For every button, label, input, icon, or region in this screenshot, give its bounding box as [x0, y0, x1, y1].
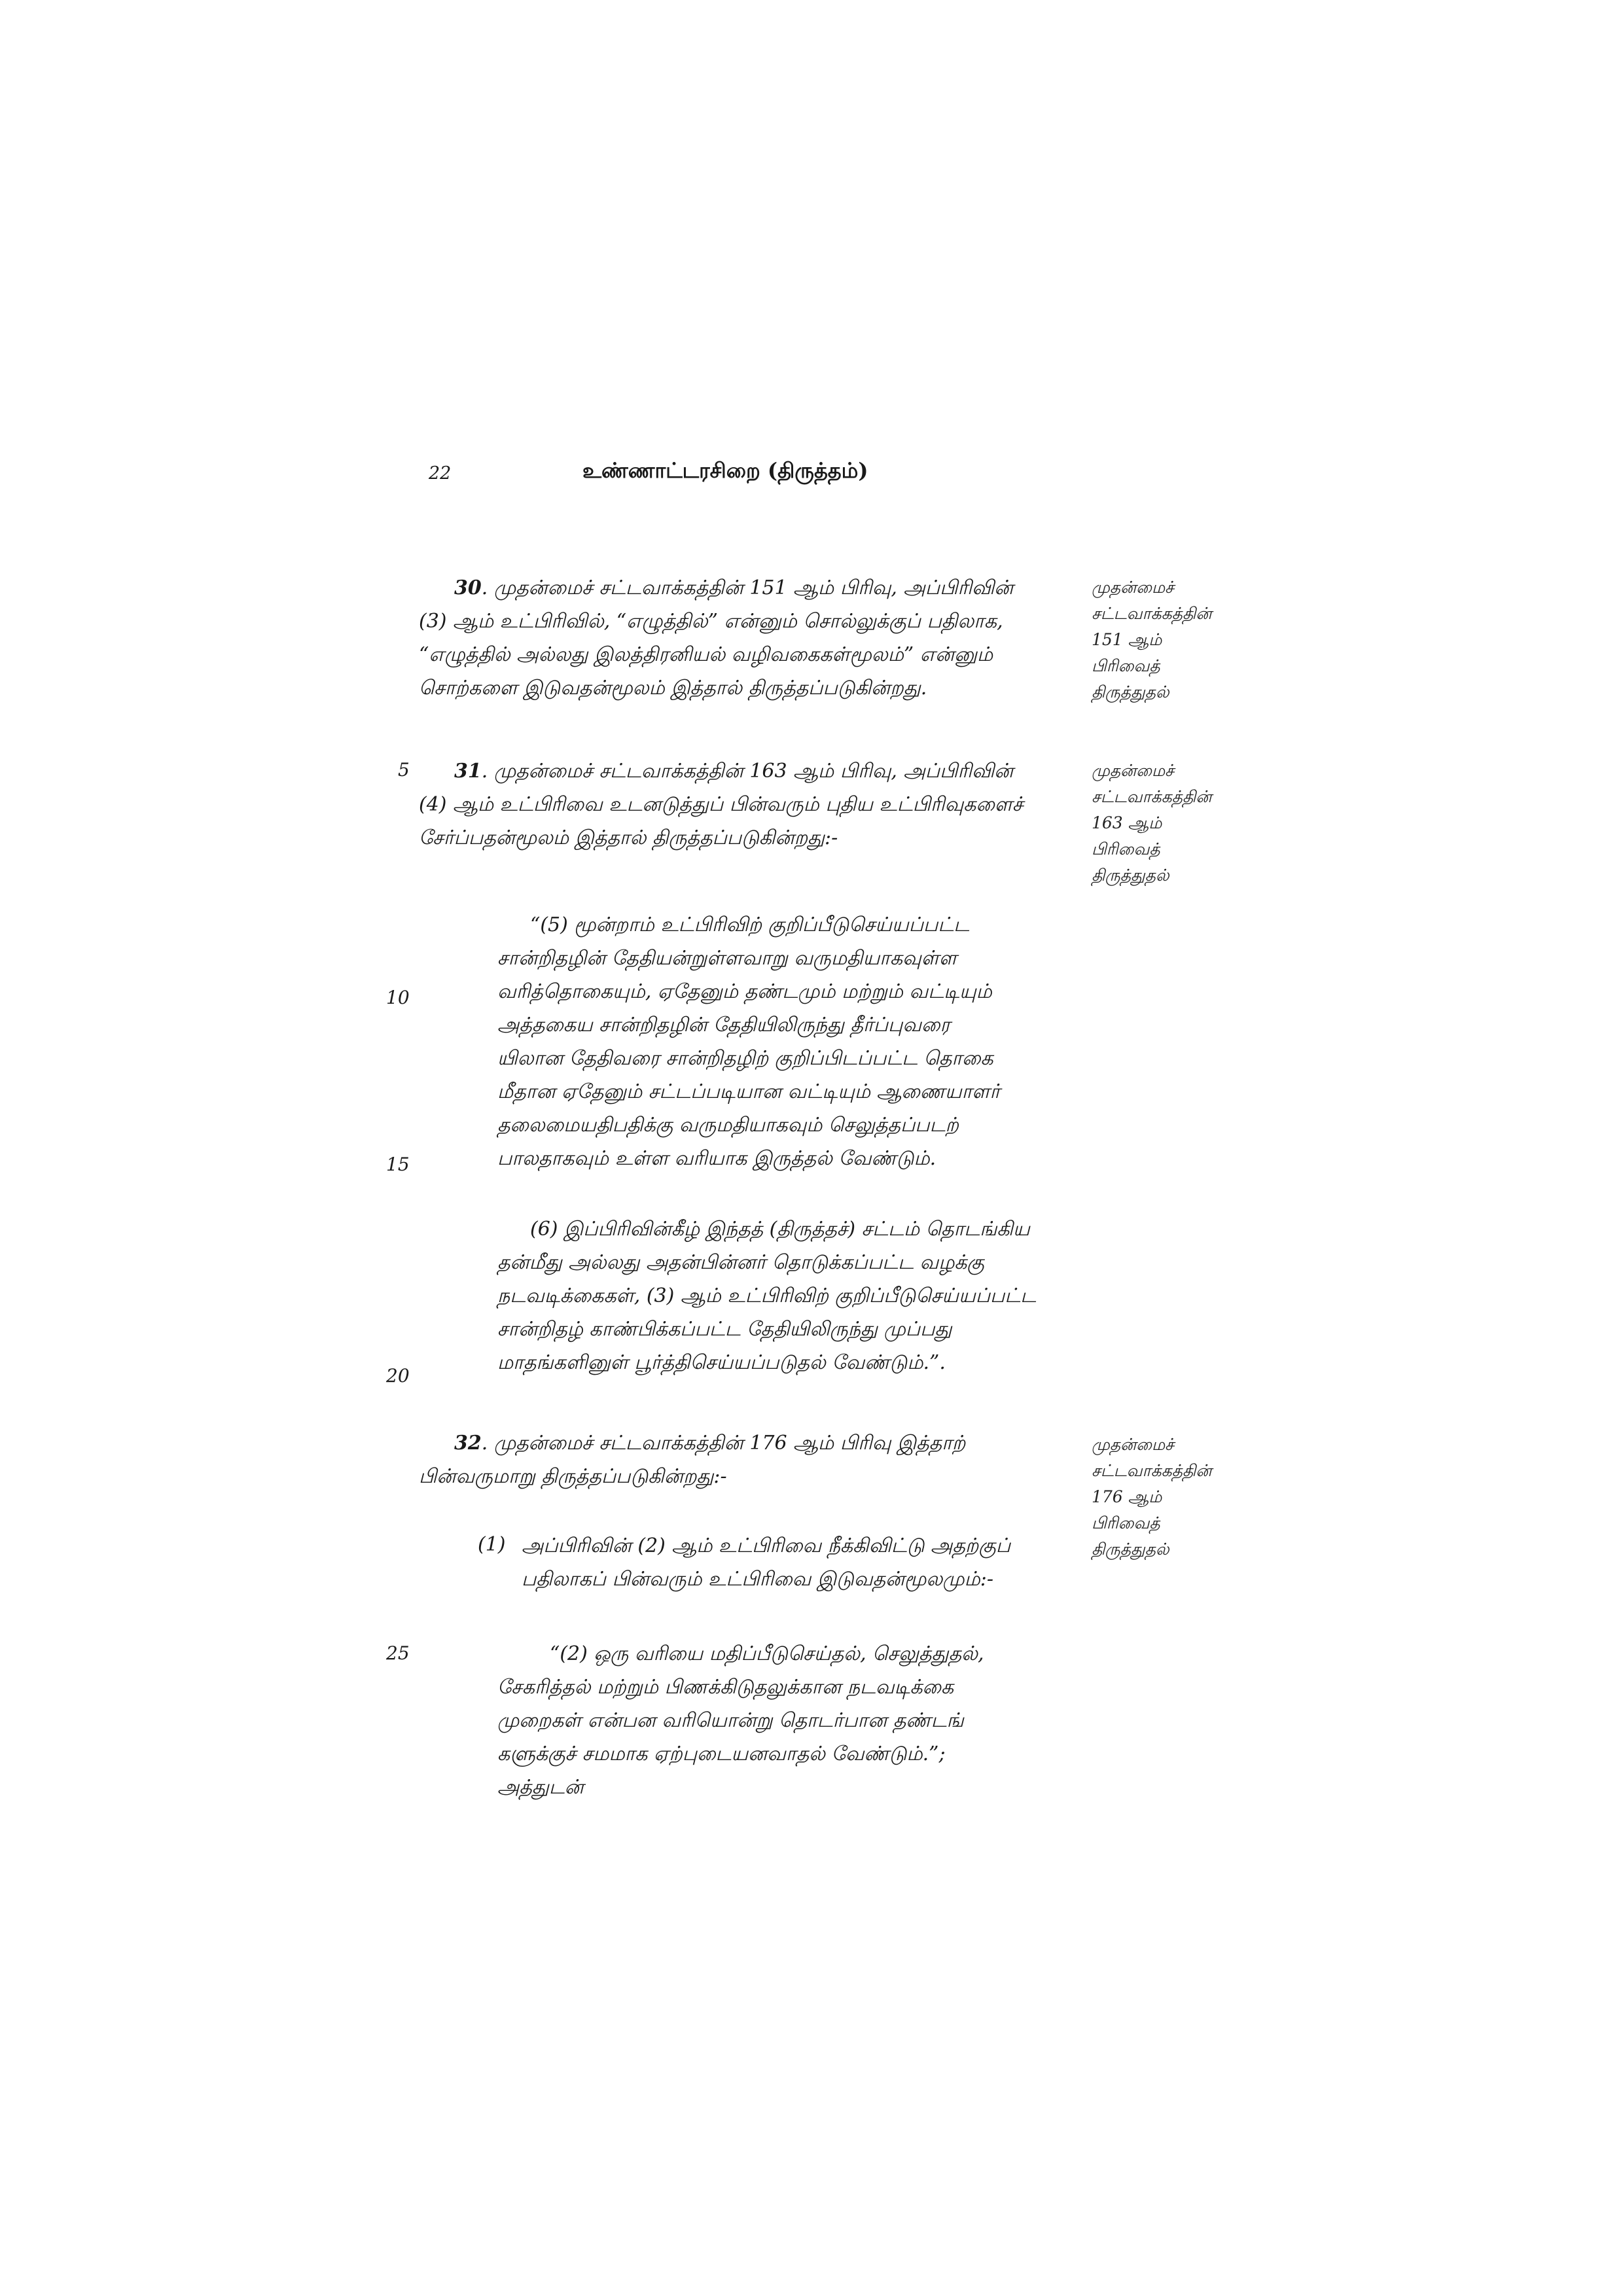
page-title: உண்ணாட்டரசிறை (திருத்தம்) — [582, 458, 868, 483]
section-30-line: சொற்களை இடுவதன்மூலம் இத்தால் திருத்தப்படுகின்றது. — [419, 677, 927, 699]
line-number: 25 — [386, 1642, 410, 1664]
quoted-line: மீதான ஏதேனும் சட்டப்படியான வட்டியும் ஆணையாளர் — [497, 1080, 1001, 1103]
quoted-line: “(5) மூன்றாம் உட்பிரிவிற் குறிப்பீடுசெய்யப்பட்ட — [530, 913, 970, 936]
quoted-line: அத்தகைய சான்றிதழின் தேதியிலிருந்து தீர்ப்புவரை — [497, 1014, 950, 1036]
margin-note: முதன்மைச் சட்டவாக்கத்தின் 176 ஆம் பிரிவைத் திருத்துதல் — [1092, 1435, 1212, 1559]
section-30 — [419, 571, 1080, 705]
section-number: 32 — [454, 1432, 482, 1455]
section-30-line: “எழுத்தில் அல்லது இலத்திரனியல் வழிவகைகள்மூலம்” என்னும் — [419, 643, 993, 666]
line-number: 5 — [398, 759, 410, 781]
section-31 — [419, 754, 1080, 855]
quoted-line: பாலதாகவும் உள்ள வரியாக இருத்தல் வேண்டும். — [497, 1147, 936, 1170]
quoted-line: “(2) ஒரு வரியை மதிப்பீடுசெய்தல், செலுத்துதல், — [550, 1642, 984, 1665]
quoted-line: மாதங்களினுள் பூர்த்திசெய்யப்படுதல் வேண்டும்.”. — [497, 1351, 946, 1374]
section-32-line: 32. முதன்மைச் சட்டவாக்கத்தின் 176 ஆம் பிரிவு இத்தாற் — [454, 1432, 966, 1455]
subsection-6 — [497, 1212, 1073, 1379]
item-label: (1) — [478, 1533, 506, 1556]
quoted-line: சேகரித்தல் மற்றும் பிணக்கிடுதலுக்கான நடவடிக்கை — [497, 1676, 954, 1699]
margin-note: முதன்மைச் சட்டவாக்கத்தின் 163 ஆம் பிரிவைத் திருத்துதல் — [1092, 761, 1212, 885]
quoted-line: தன்மீது அல்லது அதன்பின்னர் தொடுக்கப்பட்ட வழக்கு — [497, 1251, 985, 1274]
quoted-subsection-2 — [497, 1637, 1073, 1804]
quoted-line: சான்றிதழ் காண்பிக்கப்பட்ட தேதியிலிருந்து முப்பது — [497, 1318, 952, 1341]
quoted-line: வரித்தொகையும், ஏதேனும் தண்டமும் மற்றும் வட்டியும் — [497, 980, 992, 1003]
quoted-line: நடவடிக்கைகள், (3) ஆம் உட்பிரிவிற் குறிப்பீடுசெய்யப்பட்ட — [497, 1284, 1037, 1307]
section-31-line: சேர்ப்பதன்மூலம் இத்தால் திருத்தப்படுகின்றது:- — [419, 826, 838, 849]
section-number: 31 — [454, 760, 482, 783]
item-1 — [522, 1529, 1078, 1596]
line-number: 10 — [386, 987, 410, 1008]
quoted-line: தலைமையதிபதிக்கு வருமதியாகவும் செலுத்தப்படற் — [497, 1114, 959, 1137]
section-31-line: 31. முதன்மைச் சட்டவாக்கத்தின் 163 ஆம் பிரிவு, அப்பிரிவின் — [454, 760, 1014, 783]
section-32-line: பின்வருமாறு திருத்தப்படுகின்றது:- — [419, 1465, 727, 1488]
line-number: 20 — [386, 1365, 410, 1386]
item-1-line: அப்பிரிவின் (2) ஆம் உட்பிரிவை நீக்கிவிட்டு அதற்குப் — [522, 1534, 1011, 1557]
quoted-line: களுக்குச் சமமாக ஏற்புடையனவாதல் வேண்டும்.”; — [497, 1742, 946, 1765]
quoted-line: யிலான தேதிவரை சான்றிதழிற் குறிப்பிடப்பட்ட தொகை — [497, 1047, 993, 1070]
section-30-line: 30. முதன்மைச் சட்டவாக்கத்தின் 151 ஆம் பிரிவு, அப்பிரிவின் — [454, 576, 1014, 599]
section-number: 30 — [454, 576, 482, 599]
quoted-line: சான்றிதழின் தேதியன்றுள்ளவாறு வருமதியாகவுள்ள — [497, 947, 957, 970]
line-number: 15 — [386, 1154, 410, 1175]
item-1-line: பதிலாகப் பின்வரும் உட்பிரிவை இடுவதன்மூலமும்:- — [522, 1568, 993, 1591]
margin-note: முதன்மைச் சட்டவாக்கத்தின் 151 ஆம் பிரிவைத் திருத்துதல் — [1092, 578, 1212, 701]
quoted-line: முறைகள் என்பன வரியொன்று தொடர்பான தண்டங் — [497, 1709, 964, 1732]
section-32 — [419, 1426, 1080, 1493]
quoted-line: அத்துடன் — [497, 1776, 584, 1799]
page-number: 22 — [429, 463, 452, 484]
quoted-line: (6) இப்பிரிவின்கீழ் இந்தத் (திருத்தச்) சட்டம் தொடங்கிய — [530, 1218, 1030, 1241]
section-30-line: (3) ஆம் உட்பிரிவில், “எழுத்தில்” என்னும் சொல்லுக்குப் பதிலாக, — [419, 610, 1003, 633]
subsection-5 — [497, 908, 1073, 1175]
section-31-line: (4) ஆம் உட்பிரிவை உடனடுத்துப் பின்வரும் புதிய உட்பிரிவுகளைச் — [419, 793, 1024, 816]
